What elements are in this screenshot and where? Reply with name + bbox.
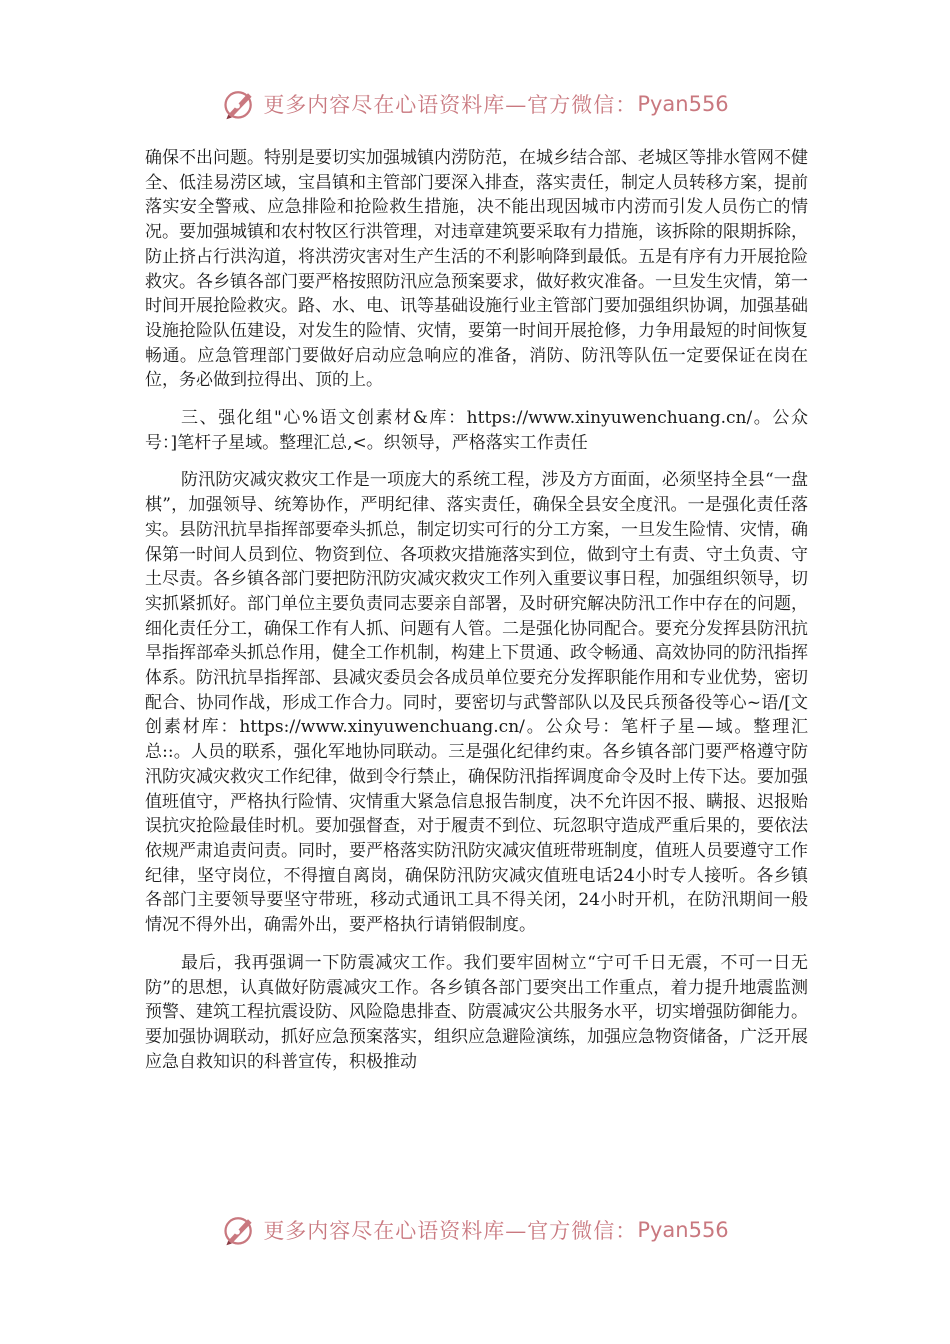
paragraph-3: 最后，我再强调一下防震减灾工作。我们要牢固树立“宁可千日无震，不可一日无防”的思想，认真做好防震减灾工作。各乡镇各部门要突出工作重点，着力提升地震监测预警、建筑工程抗震设防、风险隐患排查、防震减灾公共服务水平，切实增强防御能力。要加强协调联动，抓好应急预案落实，组织应急避险演练，加强应急物资储备，广泛开展应急自救知识的科普宣传，积极推动 bbox=[145, 952, 808, 1072]
section-heading-3: 三、强化组"心%语文创素材&库：https://www.xinyuwenchuang.cn/。公众号：]笔杆子星域。整理汇总,<。织领导，严格落实工作责任 bbox=[145, 408, 808, 453]
footer-banner-text: 更多内容尽在心语资料库—官方微信： bbox=[263, 1219, 638, 1243]
header-wechat-id: Pyan556 bbox=[637, 92, 729, 116]
pen-logo-icon bbox=[221, 86, 257, 122]
header-banner bbox=[0, 82, 950, 126]
footer-banner bbox=[0, 1208, 950, 1252]
footer-wechat-id: Pyan556 bbox=[637, 1218, 729, 1242]
document-body bbox=[145, 146, 808, 1087]
paragraph-2: 防汛防灾减灾救灾工作是一项庞大的系统工程，涉及方方面面，必须坚持全县“一盘棋”，加强领导、统筹协作，严明纪律、落实责任，确保全县安全度汛。一是强化责任落实。县防汛抗旱指挥部要牵头抓总，制定切实可行的分工方案，一旦发生险情、灾情，确保第一时间人员到位、物资到位、各项救灾措施落实到位，做到守土有责、守土负责、守土尽责。各乡镇各部门要把防汛防灾减灾救灾工作列入重要议事日程，加强组织领导，切实抓紧抓好。部门单位主要负责同志要亲自部署，及时研究解决防汛工作中存在的问题，细化责任分工，确保工作有人抓、问题有人管。二是强化协同配合。要充分发挥县防汛抗旱指挥部牵头抓总作用，健全工作机制，构建上下贯通、政令畅通、高效协同的防汛指挥体系。防汛抗旱指挥部、县减灾委员会各成员单位要充分发挥职能作用和专业优势，密切配合、协同作战，形成工作合力。同时，要密切与武警部队以及民兵预备役等心~语/[文创素材库：https://www.xinyuwenchuang.cn/。公众号：笔杆子星—域。整理汇总::。人员的联系，强化军地协同联动。三是强化纪律约束。各乡镇各部门要严格遵守防汛防灾减灾救灾工作纪律，做到令行禁止，确保防汛指挥调度命令及时上传下达。要加强值班值守，严格执行险情、灾情重大紧急信息报告制度，决不允许因不报、瞒报、迟报贻误抗灾抢险最佳时机。要加强督查，对于履责不到位、玩忽职守造成严重后果的，要依法依规严肃追责问责。同时，要严格落实防汛防灾减灾值班带班制度，值班人员要遵守工作纪律，坚守岗位，不得擅自离岗，确保防汛防灾减灾值班电话24小时专人接听。各乡镇各部门主要领导要坚守带班，移动式通讯工具不得关闭，24小时开机，在防汛期间一般情况不得外出，确需外出，要严格执行请销假制度。 bbox=[145, 470, 808, 936]
paragraph-1: 确保不出问题。特别是要切实加强城镇内涝防范，在城乡结合部、老城区等排水管网不健全、低洼易涝区域，宝昌镇和主管部门要深入排查，落实责任，制定人员转移方案，提前落实安全警戒、应急排险和抢险救生措施，决不能出现因城市内涝而引发人员伤亡的情况。要加强城镇和农村牧区行洪管理，对违章建筑要采取有力措施，该拆除的限期拆除，防止挤占行洪沟道，将洪涝灾害对生产生活的不利影响降到最低。五是有序有力开展抢险救灾。各乡镇各部门要严格按照防汛应急预案要求，做好救灾准备。一旦发生灾情，第一时间开展抢险救灾。路、水、电、讯等基础设施行业主管部门要加强组织协调，加强基础设施抢险队伍建设，对发生的险情、灾情，要第一时间开展抢修，力争用最短的时间恢复畅通。应急管理部门要做好启动应急响应的准备，消防、防汛等队伍一定要保证在岗在位，务必做到拉得出、顶的上。 bbox=[145, 148, 808, 391]
header-banner-text: 更多内容尽在心语资料库—官方微信： bbox=[263, 93, 638, 117]
pen-logo-icon bbox=[221, 1212, 257, 1248]
